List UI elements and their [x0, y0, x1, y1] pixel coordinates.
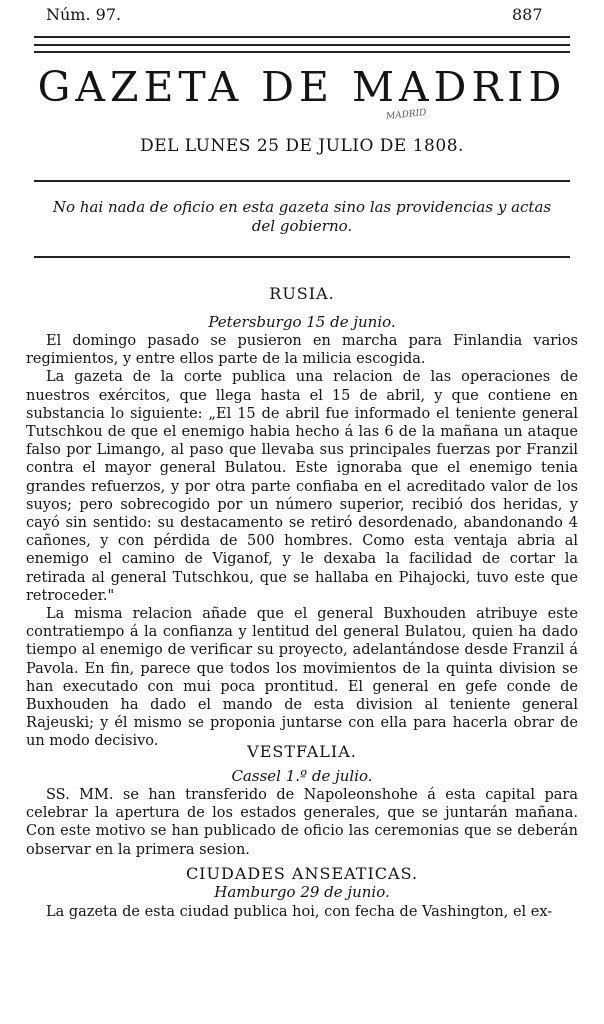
notice-rule: [34, 256, 570, 258]
top-rule: [34, 36, 570, 38]
hanse-first-line: La gazeta de esta ciudad publica hoi, con fecha de Vashington, el ex-: [46, 904, 553, 920]
section-heading-russia: RUSIA.: [269, 284, 335, 303]
masthead-title: GAZETA DE MADRID: [37, 63, 567, 111]
ornamental-rule: [34, 44, 570, 53]
westphalia-article: [26, 786, 578, 859]
page-number: 887: [512, 5, 543, 24]
section-heading-hanse: CIUDADES ANSEATICAS.: [185, 864, 419, 883]
russia-article: [26, 332, 578, 751]
russia-paragraph-2: La gazeta de la corte publica una relacion de las operaciones de nuestros exércitos, que llega hasta el 15 de abril, y que contiene en substancia lo siguiente: „El 15 de abril fue informado el teniente general Tutschkou de que el enemigo habia hecho á las 6 de la mañana un ataque falso por Limango, al paso que llevaba sus principales fuerzas por Franzil contra el mayor general Bulatou. Este ignoraba que el enemigo tenia grandes refuerzos, y por otra parte confiaba en el acreditado valor de los suyos; pero sobrecogido por un número superior, recibió dos heridas, y cayó sin sentido: su destacamento se retiró desordenado, abandonando 4 cañones, y con pérdida de 500 hombres. Como esta ventaja abria al enemigo el camino de Viganof, y le dexaba la facilidad de cortar la retirada al general Tutschkou, que se hallaba en Pihajocki, tuvo este que retroceder.": [26, 369, 578, 604]
dateline-cassel: Cassel 1.º de julio.: [231, 767, 373, 785]
dateline-hamburgo: Hamburgo 29 de junio.: [214, 883, 390, 901]
section-heading-westphalia: VESTFALIA.: [247, 742, 357, 761]
library-stamp: MADRID: [385, 107, 427, 123]
russia-paragraph-1: El domingo pasado se pusieron en marcha para Finlandia varios regimientos, y entre ellos parte de la milicia escogida.: [26, 333, 578, 368]
issue-number: Núm. 97.: [46, 5, 122, 24]
official-notice: No hai nada de oficio en esta gazeta sino las providencias y actas del gobierno.: [52, 198, 552, 235]
issue-date: DEL LUNES 25 DE JULIO DE 1808.: [140, 136, 464, 156]
date-rule: [34, 180, 570, 182]
dateline-petersburgo: Petersburgo 15 de junio.: [208, 313, 396, 331]
westphalia-paragraph-1: SS. MM. se han transferido de Napoleonshohe á esta capital para celebrar la apertura de los estados generales, que se juntarán mañana. Con este motivo se han publicado de oficio las ceremonias que se deberán observar en la primera sesion.: [26, 787, 578, 858]
russia-paragraph-3: La misma relacion añade que el general Buxhouden atribuye este contratiempo á la confianza y lentitud del general Bulatou, quien ha dado tiempo al enemigo de verificar su proyecto, adelantándose desde Franzil á Pavola. En fin, parece que todos los movimientos de la quinta division se han executado con mui poca prontitud. El general en gefe conde de Buxhouden ha dado el mando de esta division al teniente general Rajeuski; y él mismo se proponia juntarse con ella para hacerla obrar de un modo decisivo.: [26, 606, 578, 750]
